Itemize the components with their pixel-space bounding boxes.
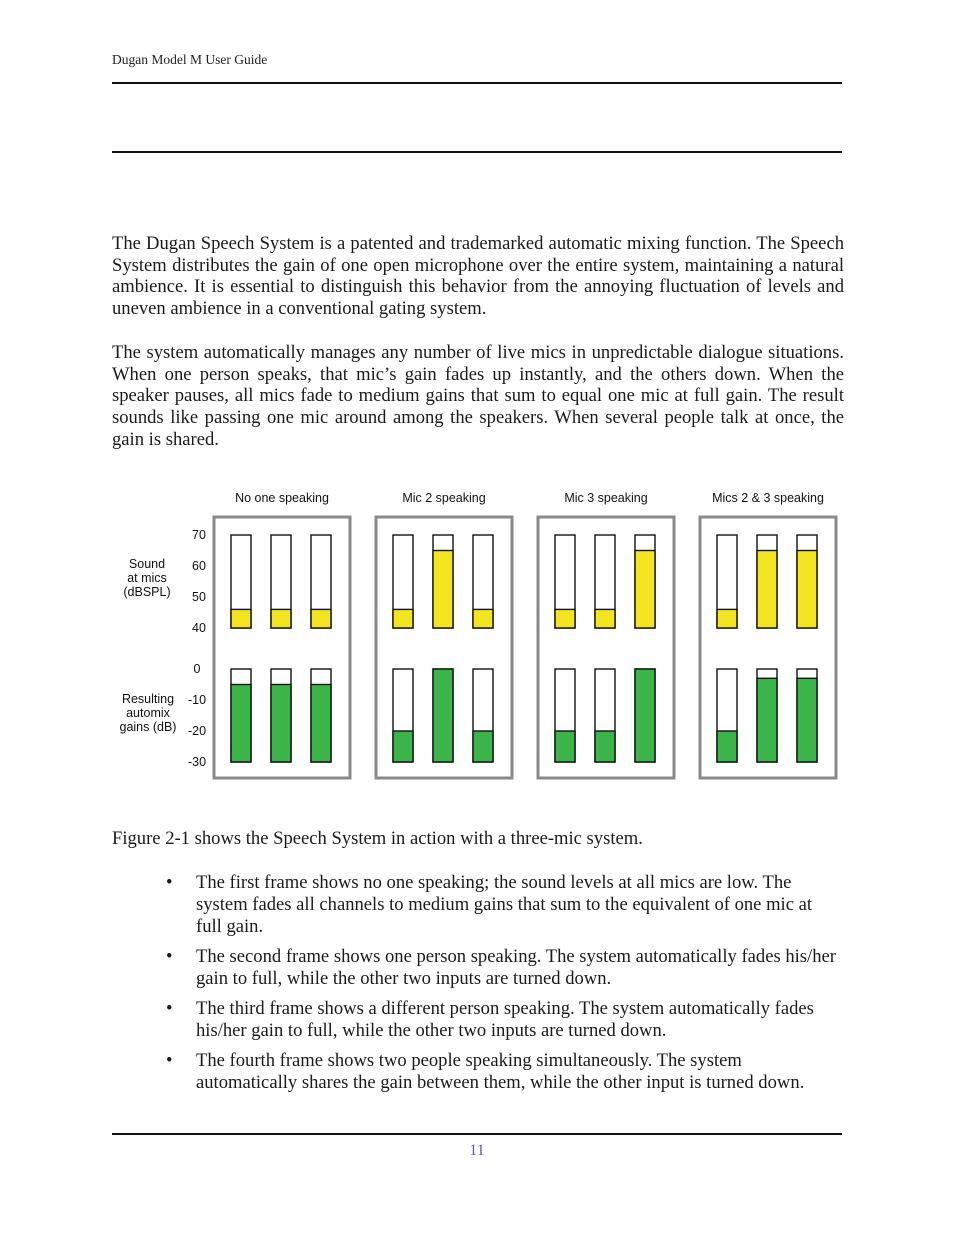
gain-bar xyxy=(555,731,575,762)
gain-axis-label: automix xyxy=(126,706,170,720)
section-rule xyxy=(112,151,842,153)
sound-bar xyxy=(797,551,817,629)
gain-tick-label: 0 xyxy=(193,662,201,676)
sound-bar xyxy=(473,609,493,628)
gain-tick-label: -20 xyxy=(187,724,207,738)
bullet-list xyxy=(166,872,842,1102)
sound-axis-label: (dBSPL) xyxy=(123,585,171,599)
gain-bar xyxy=(595,731,615,762)
frame-title: Mics 2 & 3 speaking xyxy=(712,491,824,505)
gain-bar xyxy=(311,685,331,763)
sound-tick-label: 40 xyxy=(192,621,206,635)
sound-bar xyxy=(433,551,453,629)
sound-bar xyxy=(757,551,777,629)
sound-axis-label: at mics xyxy=(127,571,167,585)
gain-axis-label: gains (dB) xyxy=(119,720,177,734)
list-item-text: The fourth frame shows two people speaking simultaneously. The system automatically shares the gain between them, while the other input is turned down. xyxy=(196,1050,805,1093)
list-item-text: The first frame shows no one speaking; the sound levels at all mics are low. The system fades all channels to medium gains that sum to the equivalent of one mic at full gain. xyxy=(196,872,813,937)
sound-bar xyxy=(271,609,291,628)
running-header: Dugan Model M User Guide xyxy=(112,52,268,67)
list-item-text: The third frame shows a different person speaking. The system automatically fades his/her gain to full, while the other two inputs are turned down. xyxy=(196,998,814,1041)
list-item xyxy=(166,1050,842,1094)
sound-tick-label: 70 xyxy=(192,528,206,542)
bullet-icon: • xyxy=(166,946,173,967)
footer-rule xyxy=(112,1133,842,1135)
figure-caption: Figure 2-1 shows the Speech System in action with a three-mic system. xyxy=(112,828,643,849)
header-rule xyxy=(112,82,842,84)
frame-title: No one speaking xyxy=(235,491,329,505)
bullet-icon: • xyxy=(166,1050,173,1071)
gain-bar xyxy=(473,731,493,762)
gain-bar xyxy=(635,669,655,762)
gain-bar xyxy=(717,731,737,762)
list-item xyxy=(166,946,842,990)
sound-bar xyxy=(393,609,413,628)
sound-bar xyxy=(595,609,615,628)
gain-bar xyxy=(797,678,817,762)
gain-bar xyxy=(271,685,291,763)
bullet-icon: • xyxy=(166,872,173,893)
bullet-icon: • xyxy=(166,998,173,1019)
gain-axis-label: Resulting xyxy=(121,692,175,706)
list-item xyxy=(166,872,842,938)
sound-bar xyxy=(555,609,575,628)
sound-tick-label: 60 xyxy=(192,559,206,573)
list-item xyxy=(166,998,842,1042)
frame-title: Mic 2 speaking xyxy=(402,491,486,505)
gain-bar xyxy=(393,731,413,762)
body-paragraph-2: The system automatically manages any number of live mics in unpredictable dialogue situations. When one person speaks, that mic’s gain fades up instantly, and the others down. When the speaker pauses, all mics fade to medium gains that sum to equal one mic at full gain. The result sounds like passing one mic around among the speakers. When several people talk at once, the gain is shared. xyxy=(112,342,844,450)
sound-tick-label: 50 xyxy=(192,590,206,604)
sound-bar xyxy=(311,609,331,628)
gain-bar xyxy=(231,685,251,763)
sound-bar xyxy=(635,551,655,629)
gain-tick-label: -30 xyxy=(187,755,207,769)
speech-system-figure xyxy=(110,480,850,790)
body-paragraph-1: The Dugan Speech System is a patented and trademarked automatic mixing function. The Speech System distributes the gain of one open microphone over the entire system, maintaining a natural ambience. It is essential to distinguish this behavior from the annoying fluctuation of levels and uneven ambience in a conventional gating system. xyxy=(112,233,844,320)
gain-bar xyxy=(433,669,453,762)
sound-bar xyxy=(717,609,737,628)
gain-bar xyxy=(757,678,777,762)
sound-bar xyxy=(231,609,251,628)
page-number: 11 xyxy=(469,1142,485,1159)
list-item-text: The second frame shows one person speaking. The system automatically fades his/her gain to full, while the other two inputs are turned down. xyxy=(196,946,836,989)
gain-tick-label: -10 xyxy=(187,693,207,707)
frame-title: Mic 3 speaking xyxy=(564,491,648,505)
sound-axis-label: Sound xyxy=(128,557,166,571)
